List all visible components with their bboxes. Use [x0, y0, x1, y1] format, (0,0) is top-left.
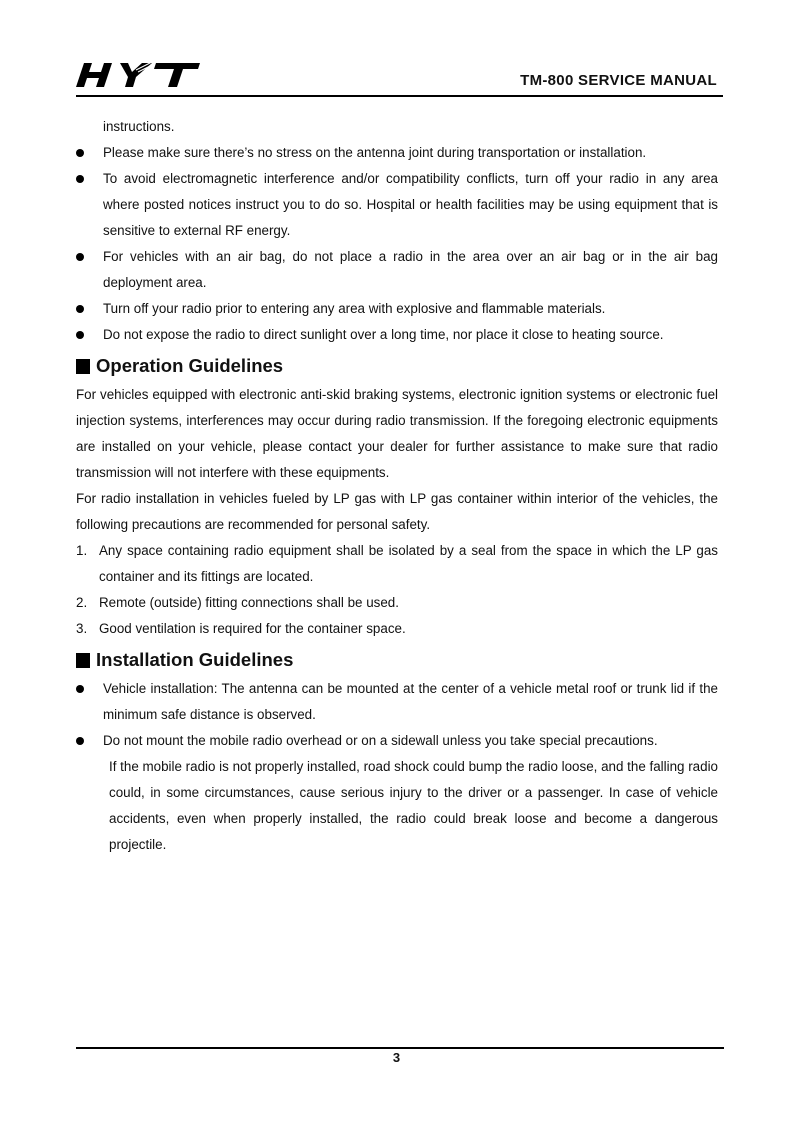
bullet-icon: [76, 149, 84, 157]
hyt-logo-icon: [76, 58, 206, 90]
bullet-icon: [76, 331, 84, 339]
bullet-icon: [76, 685, 84, 693]
square-bullet-icon: [76, 359, 90, 374]
installation-bullet-list: [76, 676, 718, 754]
installation-note: If the mobile radio is not properly installed, road shock could bump the radio loose, and the falling radio could, in some circumstances, cause serious injury to the driver or a passenger. In case of vehicle accidents, even when properly installed, the radio could break loose and become a dangerous projectile.: [109, 759, 718, 852]
paragraph: For vehicles equipped with electronic anti-skid braking systems, electronic ignition systems or electronic fuel injection systems, interferences may occur during radio transmission. If the foregoing electronic equipments are installed on your vehicle, please contact your dealer for further assistance to make sure that radio transmission will not interfere with these equipments.: [76, 387, 718, 480]
header-divider: [76, 95, 723, 97]
lp-gas-precautions-list: [76, 538, 718, 642]
manual-title: TM-800 SERVICE MANUAL: [520, 72, 717, 89]
safety-bullet-list: [76, 140, 718, 348]
bullet-icon: [76, 305, 84, 313]
list-item: 2. Remote (outside) fitting connections shall be used.: [76, 595, 399, 610]
list-item: To avoid electromagnetic interference and/or compatibility conflicts, turn off your radio in any area where posted notices instruct you to do so. Hospital or health facilities may be using equipment that is sensitive to external RF energy.: [76, 166, 718, 244]
installation-guidelines-heading: Installation Guidelines: [76, 644, 718, 676]
bullet-icon: [76, 737, 84, 745]
list-item: Turn off your radio prior to entering any area with explosive and flammable materials.: [76, 296, 718, 322]
square-bullet-icon: [76, 653, 90, 668]
list-item: Vehicle installation: The antenna can be mounted at the center of a vehicle metal roof or trunk lid if the minimum safe distance is observed.: [76, 676, 718, 728]
continued-text: instructions.: [103, 119, 175, 134]
operation-guidelines-heading: Operation Guidelines: [76, 350, 718, 382]
list-item: 1. Any space containing radio equipment shall be isolated by a seal from the space in which the LP gas container and its fittings are located.: [76, 543, 718, 584]
list-item: Please make sure there’s no stress on the antenna joint during transportation or installation.: [76, 140, 718, 166]
page-header: [76, 58, 723, 98]
bullet-icon: [76, 253, 84, 261]
paragraph: For radio installation in vehicles fueled by LP gas with LP gas container within interior of the vehicles, the following precautions are recommended for personal safety.: [76, 491, 718, 532]
page-content: [76, 114, 718, 858]
page-number: 3: [392, 1050, 401, 1065]
footer-divider: [76, 1047, 724, 1049]
list-item: Do not expose the radio to direct sunlight over a long time, nor place it close to heating source.: [76, 322, 718, 348]
bullet-icon: [76, 175, 84, 183]
list-item: Do not mount the mobile radio overhead or on a sidewall unless you take special precautions.: [76, 728, 718, 754]
list-item: For vehicles with an air bag, do not place a radio in the area over an air bag or in the air bag deployment area.: [76, 244, 718, 296]
list-item: 3. Good ventilation is required for the container space.: [76, 621, 406, 636]
